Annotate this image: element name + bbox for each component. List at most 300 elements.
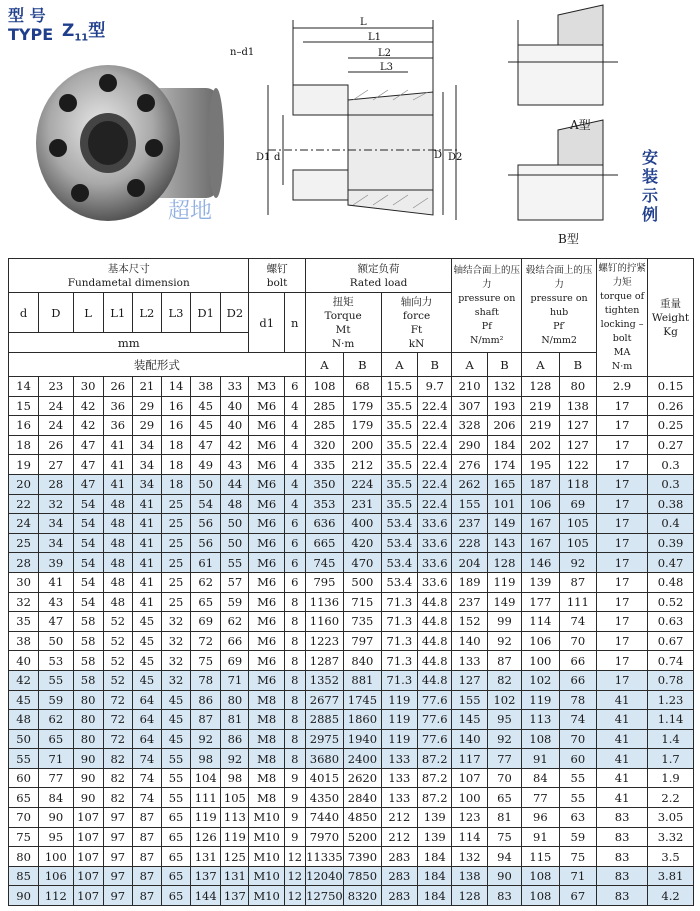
table-cell: 62 bbox=[39, 710, 73, 730]
table-cell: 35.5 bbox=[381, 474, 417, 494]
table-cell: 108 bbox=[305, 377, 344, 397]
table-cell: 149 bbox=[487, 514, 521, 534]
table-cell: 3680 bbox=[305, 749, 344, 769]
table-row bbox=[9, 474, 694, 494]
table-cell: 50 bbox=[221, 514, 249, 534]
table-cell: 81 bbox=[221, 710, 249, 730]
table-cell: 50 bbox=[39, 631, 73, 651]
table-cell: M6 bbox=[249, 494, 284, 514]
table-cell: 35.5 bbox=[381, 416, 417, 436]
table-cell: 12 bbox=[284, 847, 305, 867]
table-row bbox=[9, 768, 694, 788]
table-cell: 126 bbox=[191, 827, 221, 847]
table-cell: 1745 bbox=[344, 690, 381, 710]
table-row bbox=[9, 690, 694, 710]
table-cell: 15 bbox=[9, 396, 39, 416]
table-cell: 38 bbox=[9, 631, 39, 651]
table-cell: 56 bbox=[191, 533, 221, 553]
table-cell: 41 bbox=[103, 435, 132, 455]
torque-b: B bbox=[344, 353, 381, 377]
table-cell: 52 bbox=[103, 670, 132, 690]
table-cell: 52 bbox=[103, 631, 132, 651]
table-cell: 22.4 bbox=[418, 455, 452, 475]
table-cell: 4 bbox=[284, 435, 305, 455]
table-cell: 131 bbox=[221, 866, 249, 886]
table-cell: 87 bbox=[132, 827, 161, 847]
model-label bbox=[62, 16, 105, 43]
table-cell: 174 bbox=[487, 455, 521, 475]
torque-unit: N·m bbox=[331, 337, 355, 350]
table-cell: 45 bbox=[132, 612, 161, 632]
table-cell: 212 bbox=[381, 827, 417, 847]
table-cell: 219 bbox=[522, 416, 559, 436]
model-letter: Z bbox=[62, 21, 75, 41]
table-cell: 70 bbox=[487, 768, 521, 788]
torque-cn: 扭矩 bbox=[332, 295, 354, 308]
table-cell: 30 bbox=[73, 377, 103, 397]
table-cell: 133 bbox=[381, 788, 417, 808]
table-cell: M8 bbox=[249, 749, 284, 769]
table-cell: 165 bbox=[487, 474, 521, 494]
table-cell: 107 bbox=[73, 847, 103, 867]
table-cell: 81 bbox=[487, 808, 521, 828]
table-cell: 82 bbox=[103, 768, 132, 788]
table-cell: 45 bbox=[161, 690, 190, 710]
table-cell: 102 bbox=[487, 690, 521, 710]
table-cell: 26 bbox=[39, 435, 73, 455]
table-cell: 55 bbox=[161, 768, 190, 788]
table-cell: 795 bbox=[305, 572, 344, 592]
table-cell: 53.4 bbox=[381, 533, 417, 553]
table-cell: 137 bbox=[191, 866, 221, 886]
table-cell: 44.8 bbox=[418, 612, 452, 632]
spec-rows bbox=[9, 377, 694, 906]
table-cell: 74 bbox=[132, 768, 161, 788]
shaft-pressure-en: pressure on shaft bbox=[458, 292, 516, 318]
table-cell: 0.4 bbox=[648, 514, 694, 534]
table-cell: 132 bbox=[452, 847, 487, 867]
table-cell: 77.6 bbox=[418, 729, 452, 749]
dim-nd1: n–d1 bbox=[230, 47, 255, 58]
table-cell: 144 bbox=[191, 886, 221, 906]
table-cell: 1352 bbox=[305, 670, 344, 690]
install-char-2: 装 bbox=[642, 167, 659, 186]
type-a-label: A型 bbox=[570, 118, 591, 132]
table-cell: 99 bbox=[487, 612, 521, 632]
table-cell: 4015 bbox=[305, 768, 344, 788]
table-cell: 237 bbox=[452, 592, 487, 612]
table-cell: 283 bbox=[381, 866, 417, 886]
table-cell: 48 bbox=[9, 710, 39, 730]
weight-unit: Kg bbox=[663, 325, 678, 338]
table-cell: 36 bbox=[103, 396, 132, 416]
table-cell: 90 bbox=[73, 768, 103, 788]
table-cell: 59 bbox=[221, 592, 249, 612]
table-cell: 500 bbox=[344, 572, 381, 592]
table-cell: 0.3 bbox=[648, 474, 694, 494]
table-cell: 307 bbox=[452, 396, 487, 416]
table-cell: 43 bbox=[39, 592, 73, 612]
table-cell: 44.8 bbox=[418, 592, 452, 612]
table-cell: 75 bbox=[487, 827, 521, 847]
table-cell: 12 bbox=[284, 866, 305, 886]
table-cell: 87 bbox=[132, 866, 161, 886]
table-cell: 38 bbox=[191, 377, 221, 397]
table-cell: 80 bbox=[559, 377, 596, 397]
table-cell: M6 bbox=[249, 553, 284, 573]
table-cell: 155 bbox=[452, 690, 487, 710]
table-cell: 3.05 bbox=[648, 808, 694, 828]
table-cell: 71.3 bbox=[381, 631, 417, 651]
table-cell: 25 bbox=[161, 592, 190, 612]
table-cell: 78 bbox=[191, 670, 221, 690]
table-cell: M6 bbox=[249, 592, 284, 612]
table-cell: M10 bbox=[249, 886, 284, 906]
table-cell: 4850 bbox=[344, 808, 381, 828]
table-cell: 92 bbox=[191, 729, 221, 749]
table-cell: 137 bbox=[221, 886, 249, 906]
table-cell: 68 bbox=[344, 377, 381, 397]
table-cell: M6 bbox=[249, 435, 284, 455]
hub-pressure-header bbox=[522, 259, 597, 353]
table-cell: 0.63 bbox=[648, 612, 694, 632]
table-cell: 8 bbox=[284, 631, 305, 651]
table-cell: 87.2 bbox=[418, 749, 452, 769]
table-cell: 55 bbox=[559, 768, 596, 788]
table-cell: 75 bbox=[191, 651, 221, 671]
table-cell: 133 bbox=[381, 749, 417, 769]
table-cell: 105 bbox=[559, 514, 596, 534]
table-cell: 108 bbox=[522, 886, 559, 906]
table-cell: 1.9 bbox=[648, 768, 694, 788]
rated-load-cn: 额定负荷 bbox=[357, 262, 400, 275]
table-cell: 0.15 bbox=[648, 377, 694, 397]
table-cell: 65 bbox=[161, 808, 190, 828]
table-cell: 2840 bbox=[344, 788, 381, 808]
table-cell: 50 bbox=[221, 533, 249, 553]
table-cell: 41 bbox=[597, 729, 648, 749]
table-cell: 26 bbox=[103, 377, 132, 397]
table-cell: 0.47 bbox=[648, 553, 694, 573]
table-cell: 80 bbox=[9, 847, 39, 867]
col-d1: d1 bbox=[249, 293, 284, 353]
force-sym: Ft bbox=[410, 323, 423, 336]
table-cell: 60 bbox=[559, 749, 596, 769]
table-cell: 8 bbox=[284, 749, 305, 769]
table-cell: 7970 bbox=[305, 827, 344, 847]
table-cell: 16 bbox=[9, 416, 39, 436]
table-cell: M6 bbox=[249, 651, 284, 671]
table-cell: 105 bbox=[221, 788, 249, 808]
table-cell: 80 bbox=[73, 729, 103, 749]
table-cell: 6 bbox=[284, 553, 305, 573]
table-cell: M6 bbox=[249, 396, 284, 416]
table-cell: 90 bbox=[73, 788, 103, 808]
table-cell: 1.7 bbox=[648, 749, 694, 769]
table-cell: 212 bbox=[344, 455, 381, 475]
shaft-a: A bbox=[452, 353, 487, 377]
table-row bbox=[9, 435, 694, 455]
table-cell: 32 bbox=[161, 670, 190, 690]
table-cell: 74 bbox=[132, 788, 161, 808]
model-subscript: 11 bbox=[74, 32, 89, 44]
table-cell: 66 bbox=[559, 651, 596, 671]
table-row bbox=[9, 631, 694, 651]
table-cell: 206 bbox=[487, 416, 521, 436]
rated-load-header bbox=[305, 259, 452, 293]
table-cell: 72 bbox=[191, 631, 221, 651]
table-cell: 55 bbox=[9, 749, 39, 769]
weight-en: Weight bbox=[651, 311, 690, 324]
table-cell: 32 bbox=[39, 494, 73, 514]
table-cell: M6 bbox=[249, 533, 284, 553]
table-row bbox=[9, 788, 694, 808]
table-cell: 17 bbox=[597, 416, 648, 436]
table-cell: 49 bbox=[191, 455, 221, 475]
table-cell: 72 bbox=[103, 690, 132, 710]
table-cell: 17 bbox=[597, 514, 648, 534]
table-cell: 47 bbox=[73, 435, 103, 455]
table-cell: 75 bbox=[9, 827, 39, 847]
table-cell: 131 bbox=[191, 847, 221, 867]
table-cell: 77.6 bbox=[418, 690, 452, 710]
table-cell: 0.67 bbox=[648, 631, 694, 651]
table-cell: M10 bbox=[249, 827, 284, 847]
table-cell: 107 bbox=[73, 866, 103, 886]
table-cell: 115 bbox=[522, 847, 559, 867]
torque-en: Torque bbox=[324, 309, 362, 322]
table-cell: 12750 bbox=[305, 886, 344, 906]
dim-D: D bbox=[434, 150, 443, 161]
table-cell: 114 bbox=[522, 612, 559, 632]
table-cell: 0.48 bbox=[648, 572, 694, 592]
table-cell: 22.4 bbox=[418, 474, 452, 494]
table-cell: 745 bbox=[305, 553, 344, 573]
table-cell: 34 bbox=[132, 455, 161, 475]
table-cell: 167 bbox=[522, 533, 559, 553]
bolt-header-en: bolt bbox=[266, 276, 288, 289]
table-cell: M6 bbox=[249, 631, 284, 651]
table-cell: 6 bbox=[284, 377, 305, 397]
table-cell: 202 bbox=[522, 435, 559, 455]
table-cell: 2620 bbox=[344, 768, 381, 788]
table-cell: 71.3 bbox=[381, 612, 417, 632]
table-cell: 94 bbox=[487, 847, 521, 867]
table-cell: 52 bbox=[103, 612, 132, 632]
table-cell: 71 bbox=[39, 749, 73, 769]
table-cell: 102 bbox=[522, 670, 559, 690]
table-cell: 65 bbox=[487, 788, 521, 808]
torque-header bbox=[305, 293, 381, 353]
table-cell: 8 bbox=[284, 690, 305, 710]
table-cell: 112 bbox=[39, 886, 73, 906]
table-cell: 30 bbox=[9, 572, 39, 592]
table-cell: 47 bbox=[191, 435, 221, 455]
table-cell: 44.8 bbox=[418, 651, 452, 671]
table-cell: 54 bbox=[73, 572, 103, 592]
table-cell: 92 bbox=[487, 631, 521, 651]
table-cell: 90 bbox=[9, 886, 39, 906]
table-cell: 127 bbox=[559, 416, 596, 436]
table-cell: M6 bbox=[249, 514, 284, 534]
table-cell: 4 bbox=[284, 474, 305, 494]
table-cell: 72 bbox=[103, 729, 132, 749]
table-cell: 97 bbox=[103, 808, 132, 828]
table-cell: 146 bbox=[522, 553, 559, 573]
table-cell: 290 bbox=[452, 435, 487, 455]
table-cell: M6 bbox=[249, 455, 284, 475]
hub-pressure-sym: Pf′ bbox=[553, 320, 566, 332]
col-D: D bbox=[39, 293, 73, 333]
basic-dimension-cn: 基本尺寸 bbox=[107, 262, 150, 275]
table-cell: 91 bbox=[522, 749, 559, 769]
table-cell: 107 bbox=[73, 886, 103, 906]
table-cell: 24 bbox=[39, 416, 73, 436]
table-cell: 20 bbox=[9, 474, 39, 494]
table-row bbox=[9, 572, 694, 592]
table-cell: 4 bbox=[284, 455, 305, 475]
table-cell: 87.2 bbox=[418, 768, 452, 788]
table-cell: 65 bbox=[161, 847, 190, 867]
table-cell: 48 bbox=[103, 533, 132, 553]
force-a: A bbox=[381, 353, 417, 377]
table-cell: 55 bbox=[559, 788, 596, 808]
table-cell: 90 bbox=[487, 866, 521, 886]
table-cell: M10 bbox=[249, 847, 284, 867]
table-cell: 100 bbox=[39, 847, 73, 867]
table-cell: 17 bbox=[597, 670, 648, 690]
table-cell: 133 bbox=[381, 768, 417, 788]
table-cell: 881 bbox=[344, 670, 381, 690]
table-cell: 77 bbox=[39, 768, 73, 788]
table-cell: 119 bbox=[221, 827, 249, 847]
force-unit: kN bbox=[408, 337, 425, 350]
table-cell: 350 bbox=[305, 474, 344, 494]
table-row bbox=[9, 827, 694, 847]
table-cell: 22 bbox=[9, 494, 39, 514]
table-cell: 119 bbox=[522, 690, 559, 710]
table-cell: M8 bbox=[249, 768, 284, 788]
table-cell: 6 bbox=[284, 572, 305, 592]
table-cell: 101 bbox=[487, 494, 521, 514]
force-cn: 轴向力 bbox=[400, 295, 433, 308]
table-cell: 47 bbox=[39, 612, 73, 632]
table-cell: 67 bbox=[559, 886, 596, 906]
table-cell: 139 bbox=[418, 827, 452, 847]
table-cell: 33.6 bbox=[418, 553, 452, 573]
table-cell: 420 bbox=[344, 533, 381, 553]
table-cell: 64 bbox=[132, 729, 161, 749]
table-cell: 48 bbox=[221, 494, 249, 514]
table-cell: 65 bbox=[191, 592, 221, 612]
table-cell: 187 bbox=[522, 474, 559, 494]
table-cell: 41 bbox=[597, 690, 648, 710]
table-cell: 0.74 bbox=[648, 651, 694, 671]
table-cell: 53 bbox=[39, 651, 73, 671]
table-cell: 97 bbox=[103, 886, 132, 906]
table-cell: 87 bbox=[559, 572, 596, 592]
table-cell: 100 bbox=[452, 788, 487, 808]
table-cell: 320 bbox=[305, 435, 344, 455]
table-cell: 34 bbox=[132, 435, 161, 455]
table-cell: 44.8 bbox=[418, 631, 452, 651]
table-cell: 128 bbox=[487, 553, 521, 573]
table-cell: 15.5 bbox=[381, 377, 417, 397]
table-row bbox=[9, 377, 694, 397]
table-cell: 64 bbox=[132, 690, 161, 710]
table-cell: 25 bbox=[9, 533, 39, 553]
table-cell: M10 bbox=[249, 808, 284, 828]
table-cell: 39 bbox=[39, 553, 73, 573]
table-cell: 92 bbox=[487, 729, 521, 749]
table-cell: 72 bbox=[103, 710, 132, 730]
col-n: n bbox=[284, 293, 305, 353]
mount-type-label: 装配形式 bbox=[9, 353, 306, 377]
table-row bbox=[9, 533, 694, 553]
table-cell: 1.14 bbox=[648, 710, 694, 730]
dim-L2: L2 bbox=[378, 48, 392, 59]
table-cell: 78 bbox=[559, 690, 596, 710]
col-L1: L1 bbox=[103, 293, 132, 333]
table-cell: 184 bbox=[487, 435, 521, 455]
table-cell: 219 bbox=[522, 396, 559, 416]
table-cell: 105 bbox=[559, 533, 596, 553]
table-cell: 58 bbox=[73, 670, 103, 690]
table-cell: 87 bbox=[132, 847, 161, 867]
table-row bbox=[9, 416, 694, 436]
table-cell: M6 bbox=[249, 416, 284, 436]
table-cell: 87 bbox=[191, 710, 221, 730]
table-cell: 328 bbox=[452, 416, 487, 436]
table-cell: 65 bbox=[9, 788, 39, 808]
table-cell: 125 bbox=[221, 847, 249, 867]
table-cell: 285 bbox=[305, 416, 344, 436]
table-row bbox=[9, 710, 694, 730]
table-cell: 66 bbox=[221, 631, 249, 651]
table-cell: 77 bbox=[522, 788, 559, 808]
table-cell: 63 bbox=[559, 808, 596, 828]
table-cell: 55 bbox=[39, 670, 73, 690]
table-cell: 184 bbox=[418, 866, 452, 886]
table-cell: 74 bbox=[559, 710, 596, 730]
table-cell: 179 bbox=[344, 416, 381, 436]
table-cell: 4.2 bbox=[648, 886, 694, 906]
shaft-pressure-header bbox=[452, 259, 522, 353]
table-cell: 59 bbox=[39, 690, 73, 710]
table-cell: 52 bbox=[103, 651, 132, 671]
table-cell: 715 bbox=[344, 592, 381, 612]
dim-L: L bbox=[360, 17, 367, 28]
table-cell: 3.32 bbox=[648, 827, 694, 847]
unit-mm: mm bbox=[9, 333, 249, 353]
table-cell: 28 bbox=[9, 553, 39, 573]
table-cell: 840 bbox=[344, 651, 381, 671]
table-cell: 17 bbox=[597, 494, 648, 514]
force-b: B bbox=[418, 353, 452, 377]
table-cell: 69 bbox=[221, 651, 249, 671]
table-cell: 35.5 bbox=[381, 455, 417, 475]
table-cell: 139 bbox=[418, 808, 452, 828]
table-cell: 6 bbox=[284, 533, 305, 553]
table-cell: 82 bbox=[103, 788, 132, 808]
table-cell: 85 bbox=[9, 866, 39, 886]
table-cell: 71 bbox=[559, 866, 596, 886]
shaft-pressure-unit: N/mm² bbox=[470, 334, 504, 346]
table-cell: 228 bbox=[452, 533, 487, 553]
dim-d: d bbox=[274, 152, 281, 163]
table-cell: 123 bbox=[452, 808, 487, 828]
table-cell: 113 bbox=[221, 808, 249, 828]
